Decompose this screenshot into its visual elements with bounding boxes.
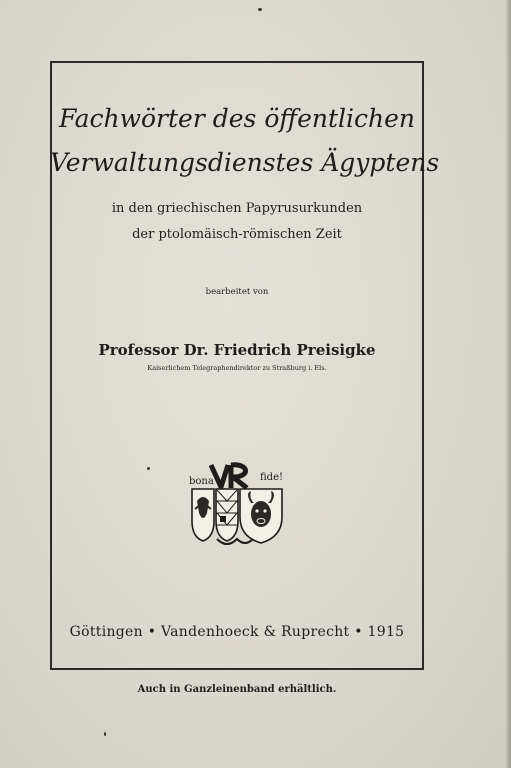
author-affiliation: Kaiserlichem Telegraphendirektor zu Straßburg i. Els. bbox=[147, 364, 327, 372]
title-line-1: Fachwörter des öffentlichen bbox=[58, 104, 416, 133]
title-line-2: Verwaltungsdienstes Ägyptens bbox=[50, 148, 440, 177]
svg-text:fide!: fide! bbox=[260, 472, 284, 483]
binding-note: Auch in Ganzleinenband erhältlich. bbox=[137, 684, 337, 695]
subtitle-line-2: der ptolomäisch-römischen Zeit bbox=[132, 227, 342, 242]
page-edge-shadow bbox=[505, 0, 511, 768]
svg-text:bona: bona bbox=[189, 476, 214, 487]
publisher-emblem-icon bbox=[187, 459, 287, 551]
paper-speck bbox=[258, 8, 262, 11]
publisher-imprint: Göttingen • Vandenhoeck & Ruprecht • 1915 bbox=[69, 624, 405, 640]
paper-speck bbox=[104, 732, 106, 736]
edited-by-label: bearbeitet von bbox=[205, 287, 269, 297]
subtitle-line-1: in den griechischen Papyrusurkunden bbox=[111, 201, 363, 216]
author-name: Professor Dr. Friedrich Preisigke bbox=[98, 341, 376, 359]
